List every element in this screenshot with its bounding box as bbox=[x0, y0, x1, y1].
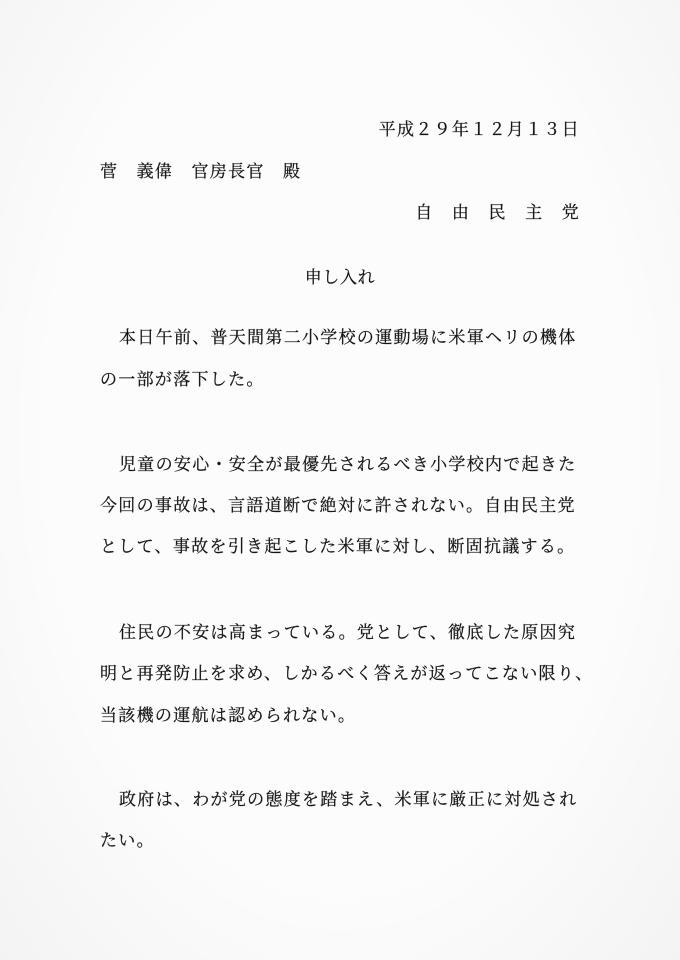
paragraph-line: 当該機の運航は認められない。 bbox=[100, 706, 357, 726]
paragraph-line: の一部が落下した。 bbox=[100, 370, 265, 390]
paragraph-line: 今回の事故は、言語道断で絶対に許されない。自由民主党 bbox=[100, 496, 576, 516]
sender-name: 自 由 民 主 党 bbox=[415, 203, 580, 223]
paragraph-line: たい。 bbox=[100, 831, 155, 851]
paragraph-line: 児童の安心・安全が最優先されるべき小学校内で起きた bbox=[119, 455, 577, 475]
paragraph-line: 政府は、わが党の態度を踏まえ、米軍に厳正に対処され bbox=[119, 790, 578, 810]
document-title: 申し入れ bbox=[304, 268, 376, 288]
paragraph-line: 本日午前、普天間第二小学校の運動場に米軍ヘリの機体 bbox=[119, 328, 577, 348]
paragraph-line: 住民の不安は高まっている。党として、徹底した原因究 bbox=[119, 623, 577, 643]
document-date: 平成２９年１２月１３日 bbox=[378, 120, 580, 140]
addressee: 菅 義偉 官房長官 殿 bbox=[100, 162, 302, 182]
paragraph-line: 明と再発防止を求め、しかるべく答えが返ってこない限り、 bbox=[100, 664, 594, 684]
paragraph-line: として、事故を引き起こした米軍に対し、断固抗議する。 bbox=[100, 537, 576, 557]
